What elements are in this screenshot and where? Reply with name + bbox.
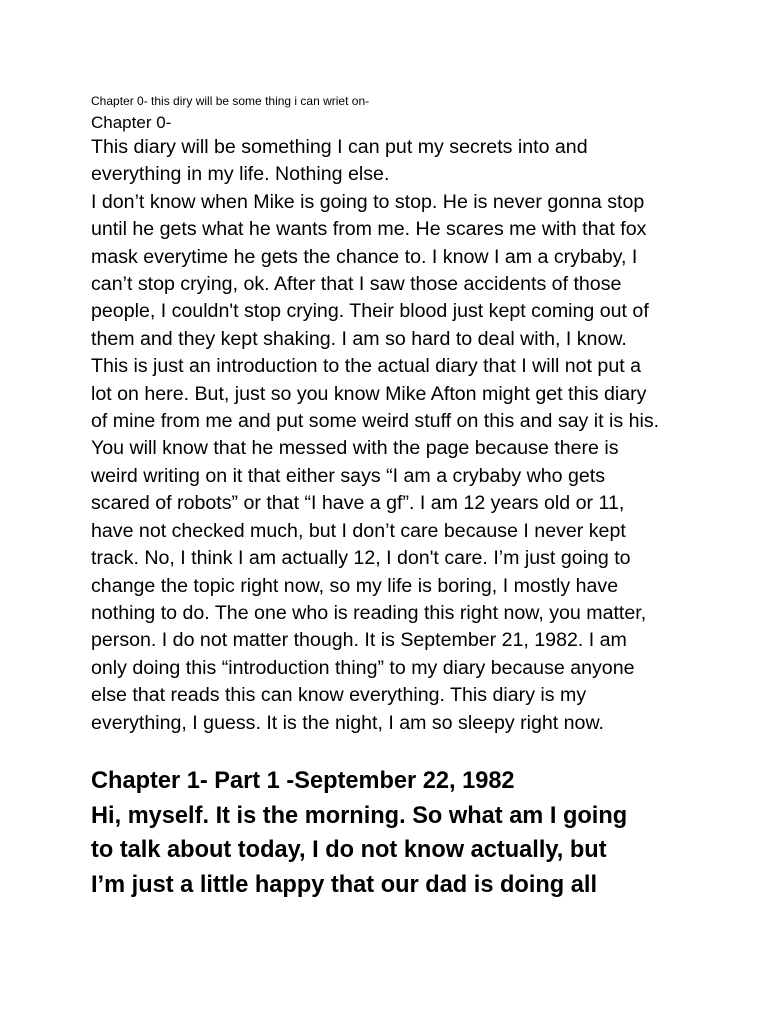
chapter-0-line: scared of robots” or that “I have a gf”. I am 12 years old or 11, xyxy=(91,492,625,515)
chapter-0-line: track. No, I think I am actually 12, I don't care. I’m just going to xyxy=(91,547,631,570)
chapter-0-line: until he gets what he wants from me. He scares me with that fox xyxy=(91,218,647,241)
chapter-0-line: change the topic right now, so my life is boring, I mostly have xyxy=(91,574,619,597)
chapter-0-line: people, I couldn't stop crying. Their blood just kept coming out of xyxy=(91,300,649,323)
chapter-1-line: Hi, myself. It is the morning. So what am I going xyxy=(91,802,628,829)
chapter-0-line: weird writing on it that either says “I am a crybaby who gets xyxy=(91,464,606,487)
chapter-0-line: have not checked much, but I don’t care because I never kept xyxy=(91,519,626,542)
chapter-0-line: everything, I guess. It is the night, I am so sleepy right now. xyxy=(91,711,604,734)
chapter-0-heading: Chapter 0- xyxy=(91,113,172,132)
chapter-0-line: them and they kept shaking. I am so hard to deal with, I know. xyxy=(91,327,627,350)
chapter-0-line: You will know that he messed with the page because there is xyxy=(91,437,619,460)
chapter-1-section xyxy=(91,764,731,902)
chapter-0-line: This is just an introduction to the actual diary that I will not put a xyxy=(91,355,642,378)
chapter-0-line: only doing this “introduction thing” to my diary because anyone xyxy=(91,656,635,679)
chapter-1-heading: Chapter 1- Part 1 -September 22, 1982 xyxy=(91,768,515,794)
chapter-0-line: of mine from me and put some weird stuff on this and say it is his. xyxy=(91,410,660,433)
chapter-0-line: can’t stop crying, ok. After that I saw those accidents of those xyxy=(91,273,622,296)
chapter-0-line: lot on here. But, just so you know Mike Afton might get this diary xyxy=(91,382,647,405)
chapter-1-line: to talk about today, I do not know actually, but xyxy=(91,837,607,863)
chapter-0-line: else that reads this can know everything. This diary is my xyxy=(91,684,587,707)
chapter-0-line: nothing to do. The one who is reading this right now, you matter, xyxy=(91,601,647,624)
chapter-0-line: This diary will be something I can put my secrets into and xyxy=(91,136,588,158)
chapter-0-line: I don’t know when Mike is going to stop. He is never gonna stop xyxy=(91,190,645,213)
document-title: Chapter 0- this diry will be some thing i can wriet on- xyxy=(91,94,370,108)
chapter-0-body xyxy=(91,134,691,737)
chapter-0-line: everything in my life. Nothing else. xyxy=(91,163,390,186)
chapter-1-line: I’m just a little happy that our dad is doing all xyxy=(91,871,597,898)
chapter-0-line: person. I do not matter though. It is September 21, 1982. I am xyxy=(91,629,627,652)
chapter-0-line: mask everytime he gets the chance to. I know I am a crybaby, I xyxy=(91,245,638,268)
